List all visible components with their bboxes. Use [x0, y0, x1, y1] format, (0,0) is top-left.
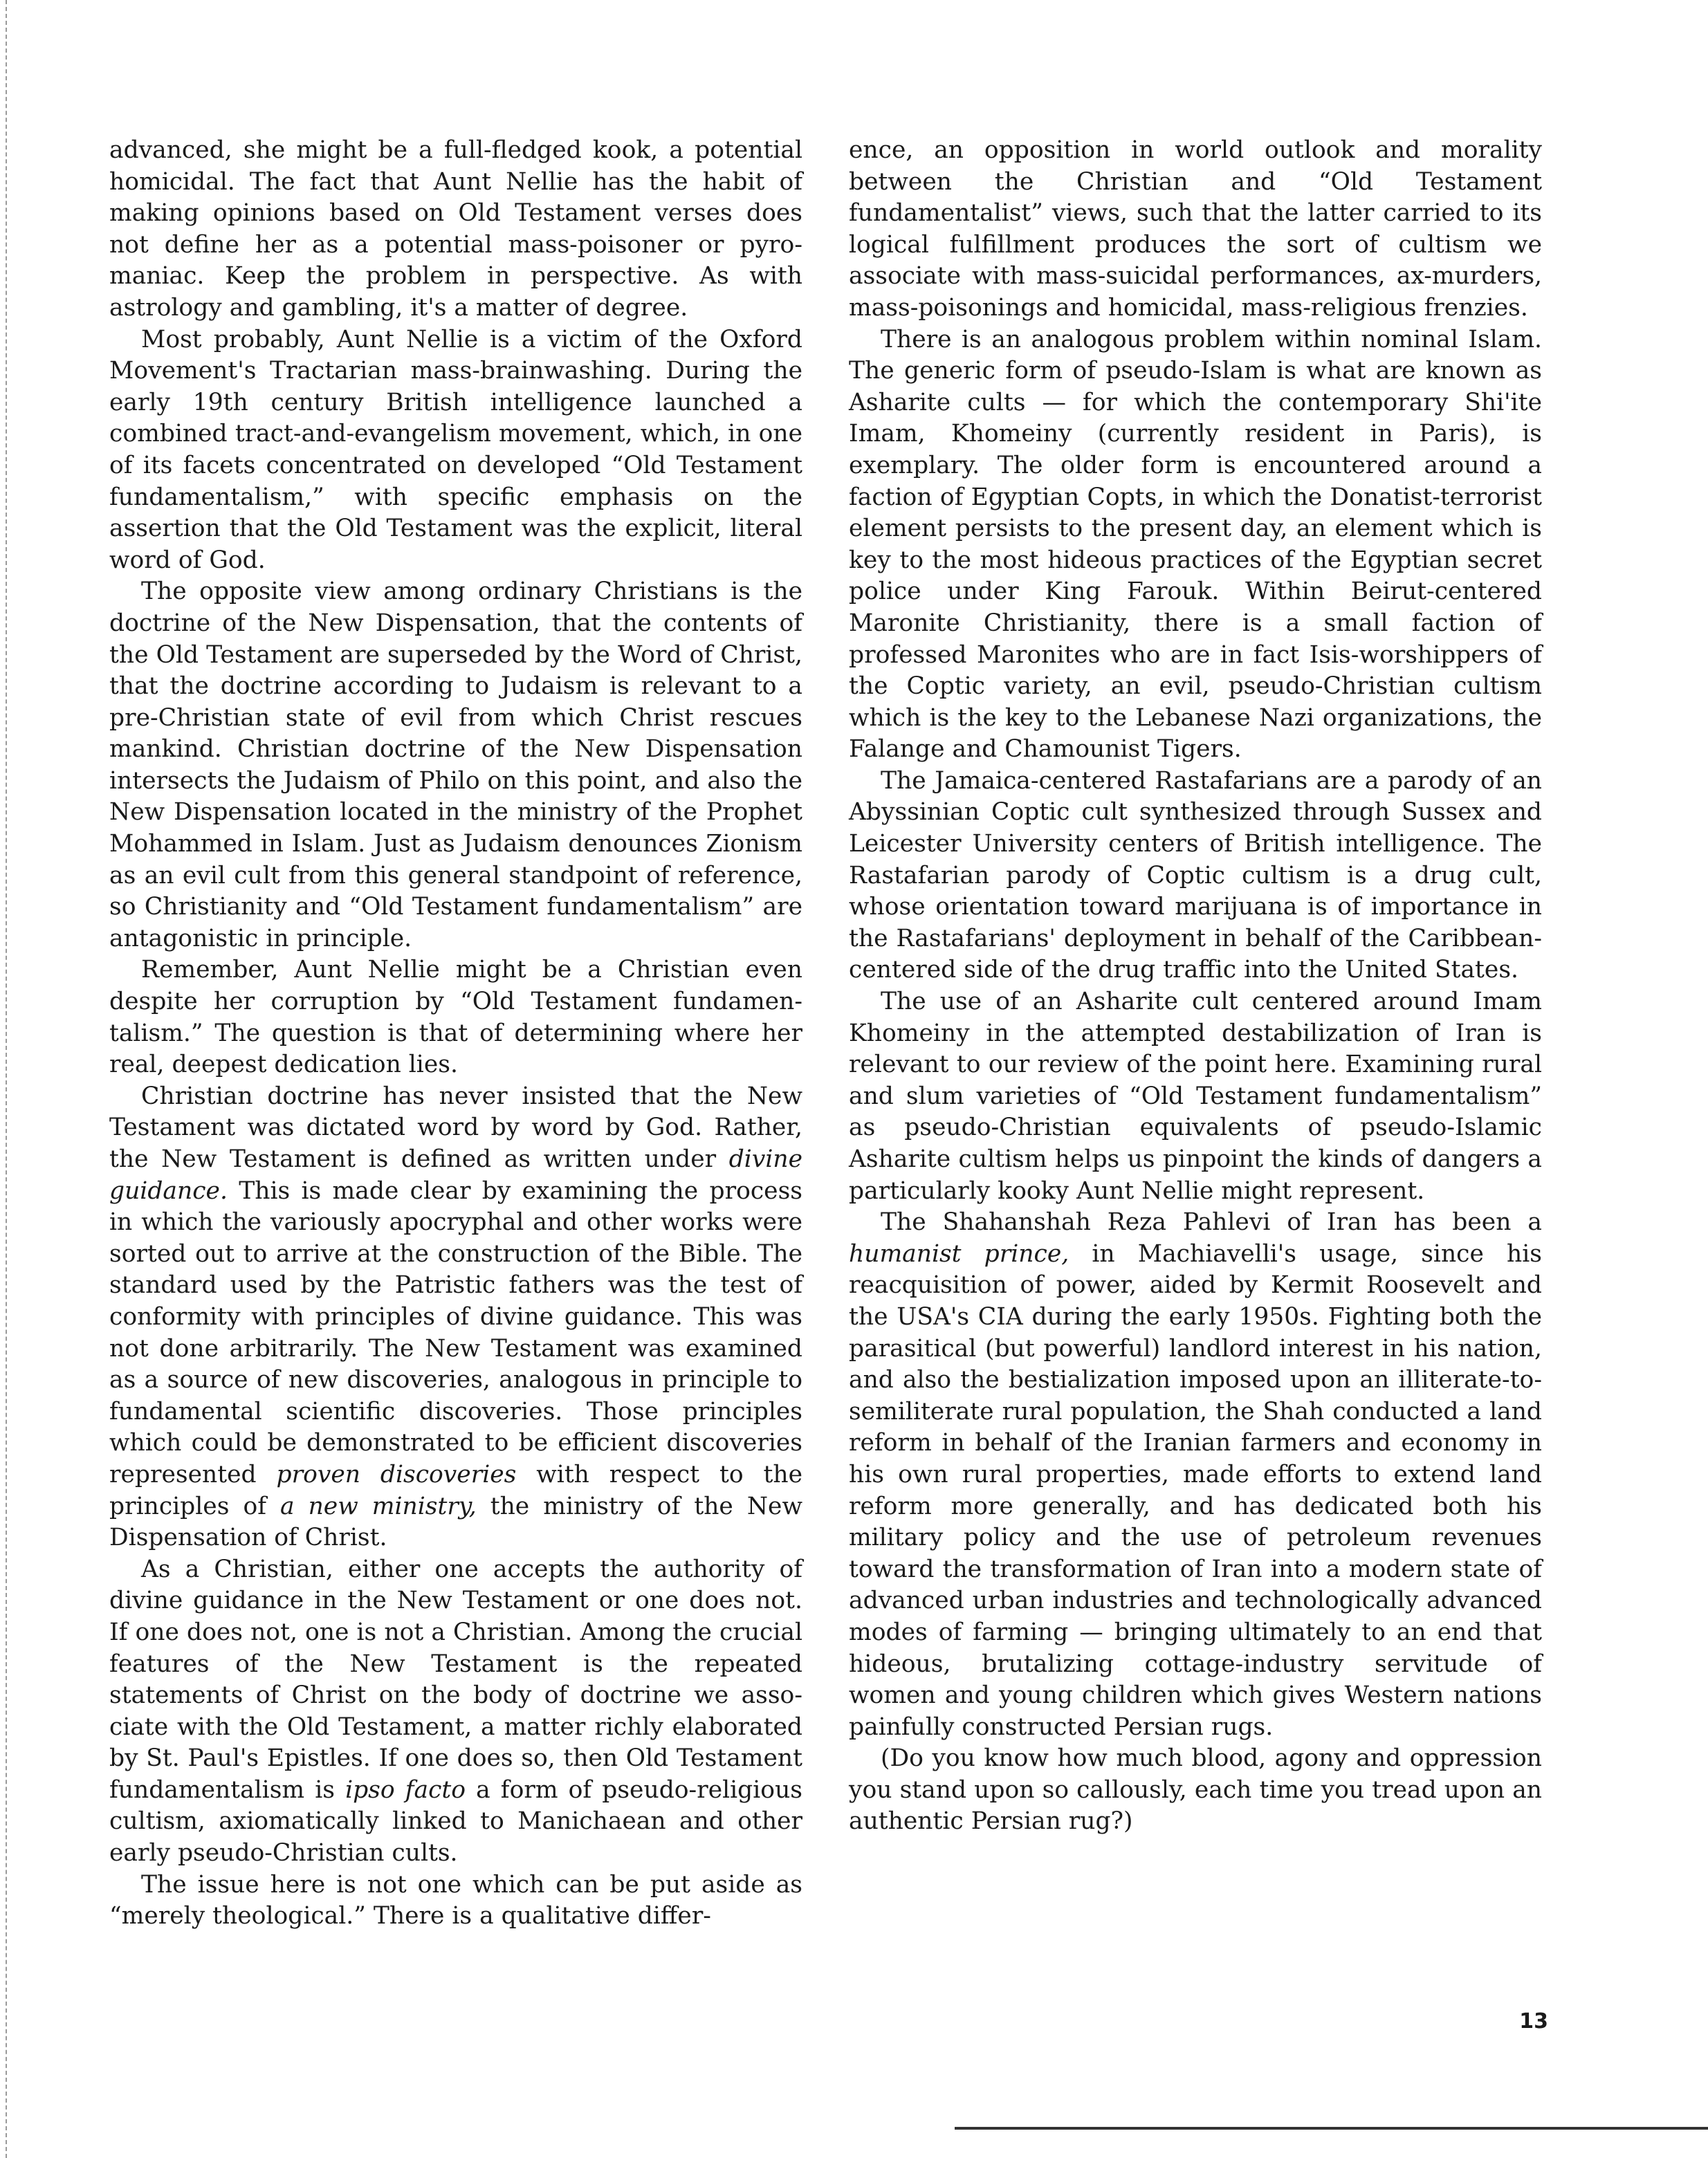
paragraph-text: (Do you know how much blood, agony and oppression you stand upon so callously, each time you tread upon an authentic Persian rug?) — [849, 1744, 1542, 1836]
paragraph-text: in Machiavelli's usage, since his reacquisition of power, aided by Kermit Roosevelt and the USA's CIA during the early 1950s. Fighting both the parasitical (but powerful) landlord interest in his nation, and also the bestialization imposed upon an illiterate-to-semiliterate rural population, the Shah conducted a land reform in behalf of the Iranian farmers and economy in his own rural properties, made efforts to extend land reform more generally, and has dedicated both his military policy and the use of petroleum revenues toward the transformation of Iran into a modern state of advanced urban industries and technologically advanced modes of farming — bringing ultimately to an end that hideous, brutalizing cottage-industry servitude of women and young children which gives Western nations painfully constructed Persian rugs. — [849, 1239, 1542, 1741]
paragraph-text: As a Christian, either one accepts the authority of divine guidance in the New Testament or one does not. If one does not, one is not a Christian. Among the crucial features of the New Testament is the repeated statements of Christ on the body of doctrine we associate with the Old Testament, a matter richly elaborated by St. Paul's Epistles. If one does so, then Old Testament fundamentalism is — [109, 1555, 802, 1804]
paragraph-text: a form of pseudo-religious cultism, axiomatically linked to Manichaean and other early pseudo-Christian cults. — [109, 1776, 802, 1868]
paragraph — [109, 954, 802, 1080]
paragraph-text: This is made clear by examining the process in which the variously apocryphal and other works were sorted out to arrive at the construction of the Bible. The standard used by the Patristic fathers was the test of conformity with principles of divine guidance. This was not done arbitrarily. The New Testament was examined as a source of new discoveries, analogous in principle to fundamental scientific discoveries. Those principles which could be demonstrated to be efficient discoveries represented — [109, 1177, 802, 1488]
paragraph-text: The use of an Asharite cult centered around Imam Khomeiny in the attempted destabilization of Iran is relevant to our review of the point here. Examining rural and slum varieties of “Old Testament fundamentalism” as pseudo-Christian equivalents of pseudo-Islamic Asharite cultism helps us pinpoint the kinds of dangers a particularly kooky Aunt Nellie might represent. — [849, 988, 1542, 1205]
bottom-rule — [955, 2127, 1708, 2130]
paragraph — [849, 1743, 1542, 1838]
right-column — [849, 135, 1542, 1838]
italic-phrase: proven discoveries — [276, 1460, 517, 1488]
binding-edge — [6, 0, 7, 2158]
paragraph — [109, 324, 802, 577]
italic-phrase: divine guidance. — [109, 1145, 802, 1205]
paragraph-text: the ministry of the New Dispensation of Christ. — [109, 1492, 802, 1552]
left-column — [109, 135, 802, 1933]
italic-phrase: ipso facto — [345, 1776, 466, 1804]
paragraph-text: Remember, Aunt Nellie might be a Christian even despite her corruption by “Old Testament fundamentalism.” The question is that of determining where her real, deepest dedication lies. — [109, 956, 802, 1079]
paragraph-text: Christian doctrine has never insisted that the New Testament was dictated word by word by God. Rather, the New Testament is defined as written under — [109, 1082, 802, 1173]
paragraph-text: There is an analogous problem within nominal Islam. The generic form of pseudo-Islam is what are known as Asharite cults — for which the contemporary Shi'ite Imam, Khomeiny (currently resident in Paris), is exemplary. The older form is encountered around a faction of Egyptian Copts, in which the Donatist-terrorist element persists to the present day, an element which is key to the most hideous practices of the Egyptian secret police under King Farouk. Within Beirut-centered Maronite Christianity, there is a small faction of professed Maronites who are in fact Isis-worshippers of the Coptic variety, an evil, pseudo-Christian cultism which is the key to the Lebanese Nazi organizations, the Falange and Chamounist Tigers. — [849, 325, 1542, 764]
paragraph-text: with respect to the principles of — [109, 1460, 803, 1520]
paragraph-text: The opposite view among ordinary Christians is the doctrine of the New Dispensation, that the contents of the Old Testament are superseded by the Word of Christ, that the doctrine according to Judaism is relevant to a pre-Christian state of evil from which Christ rescues mankind. Christian doctrine of the New Dispensation intersects the Judaism of Philo on this point, and also the New Dispensation located in the ministry of the Prophet Mohammed in Islam. Just as Judaism denounces Zionism as an evil cult from this general standpoint of reference, so Christianity and “Old Testament fundamentalism” are antagonistic in principle. — [109, 578, 802, 952]
paragraph — [849, 766, 1542, 986]
italic-phrase: humanist prince, — [849, 1239, 1069, 1268]
paragraph-continued — [849, 135, 1542, 324]
page-number: 13 — [1519, 2009, 1548, 2034]
paragraph — [109, 1554, 802, 1870]
paragraph-text: The Jamaica-centered Rastafarians are a parody of an Abyssinian Coptic cult synthesized through Sussex and Leicester University centers of British intelligence. The Rastafarian parody of Coptic cultism is a drug cult, whose orientation toward marijuana is of importance in the Rastafarians' deployment in behalf of the Caribbean-centered side of the drug traffic into the United States. — [849, 766, 1542, 984]
italic-phrase: a new ministry, — [280, 1492, 477, 1520]
paragraph-continued — [109, 135, 802, 324]
paragraph-text: ence, an opposition in world outlook and morality between the Christian and “Old Testament fundamentalist” views, such that the latter carried to its logical fulfillment produces the sort of cultism we associate with mass-suicidal performances, ax-murders, mass-poisonings and homicidal, mass-religious frenzies. — [849, 136, 1542, 322]
paragraph — [849, 1207, 1542, 1743]
paragraph — [109, 1081, 802, 1554]
paragraph — [109, 1870, 802, 1933]
paragraph-text: Most probably, Aunt Nellie is a victim of the Oxford Movement's Tractarian mass-brainwashing. During the early 19th century British intelligence launched a combined tract-and-evangelism movement, which, in one of its facets concentrated on developed “Old Testament fundamentalism,” with specific emphasis on the assertion that the Old Testament was the explicit, literal word of God. — [109, 325, 802, 574]
paragraph-text: The Shahanshah Reza Pahlevi of Iran has been a — [881, 1208, 1542, 1237]
paragraph-text: The issue here is not one which can be put aside as “merely theological.” There is a qualitative differ- — [109, 1870, 802, 1930]
paragraph-text: advanced, she might be a full-fledged kook, a potential homicidal. The fact that Aunt Nellie has the habit of making opinions based on Old Testament verses does not define her as a potential mass-poisoner or pyromaniac. Keep the problem in perspective. As with astrology and gambling, it's a matter of degree. — [109, 136, 802, 322]
paragraph — [109, 576, 802, 954]
paragraph — [849, 324, 1542, 766]
paragraph — [849, 986, 1542, 1207]
